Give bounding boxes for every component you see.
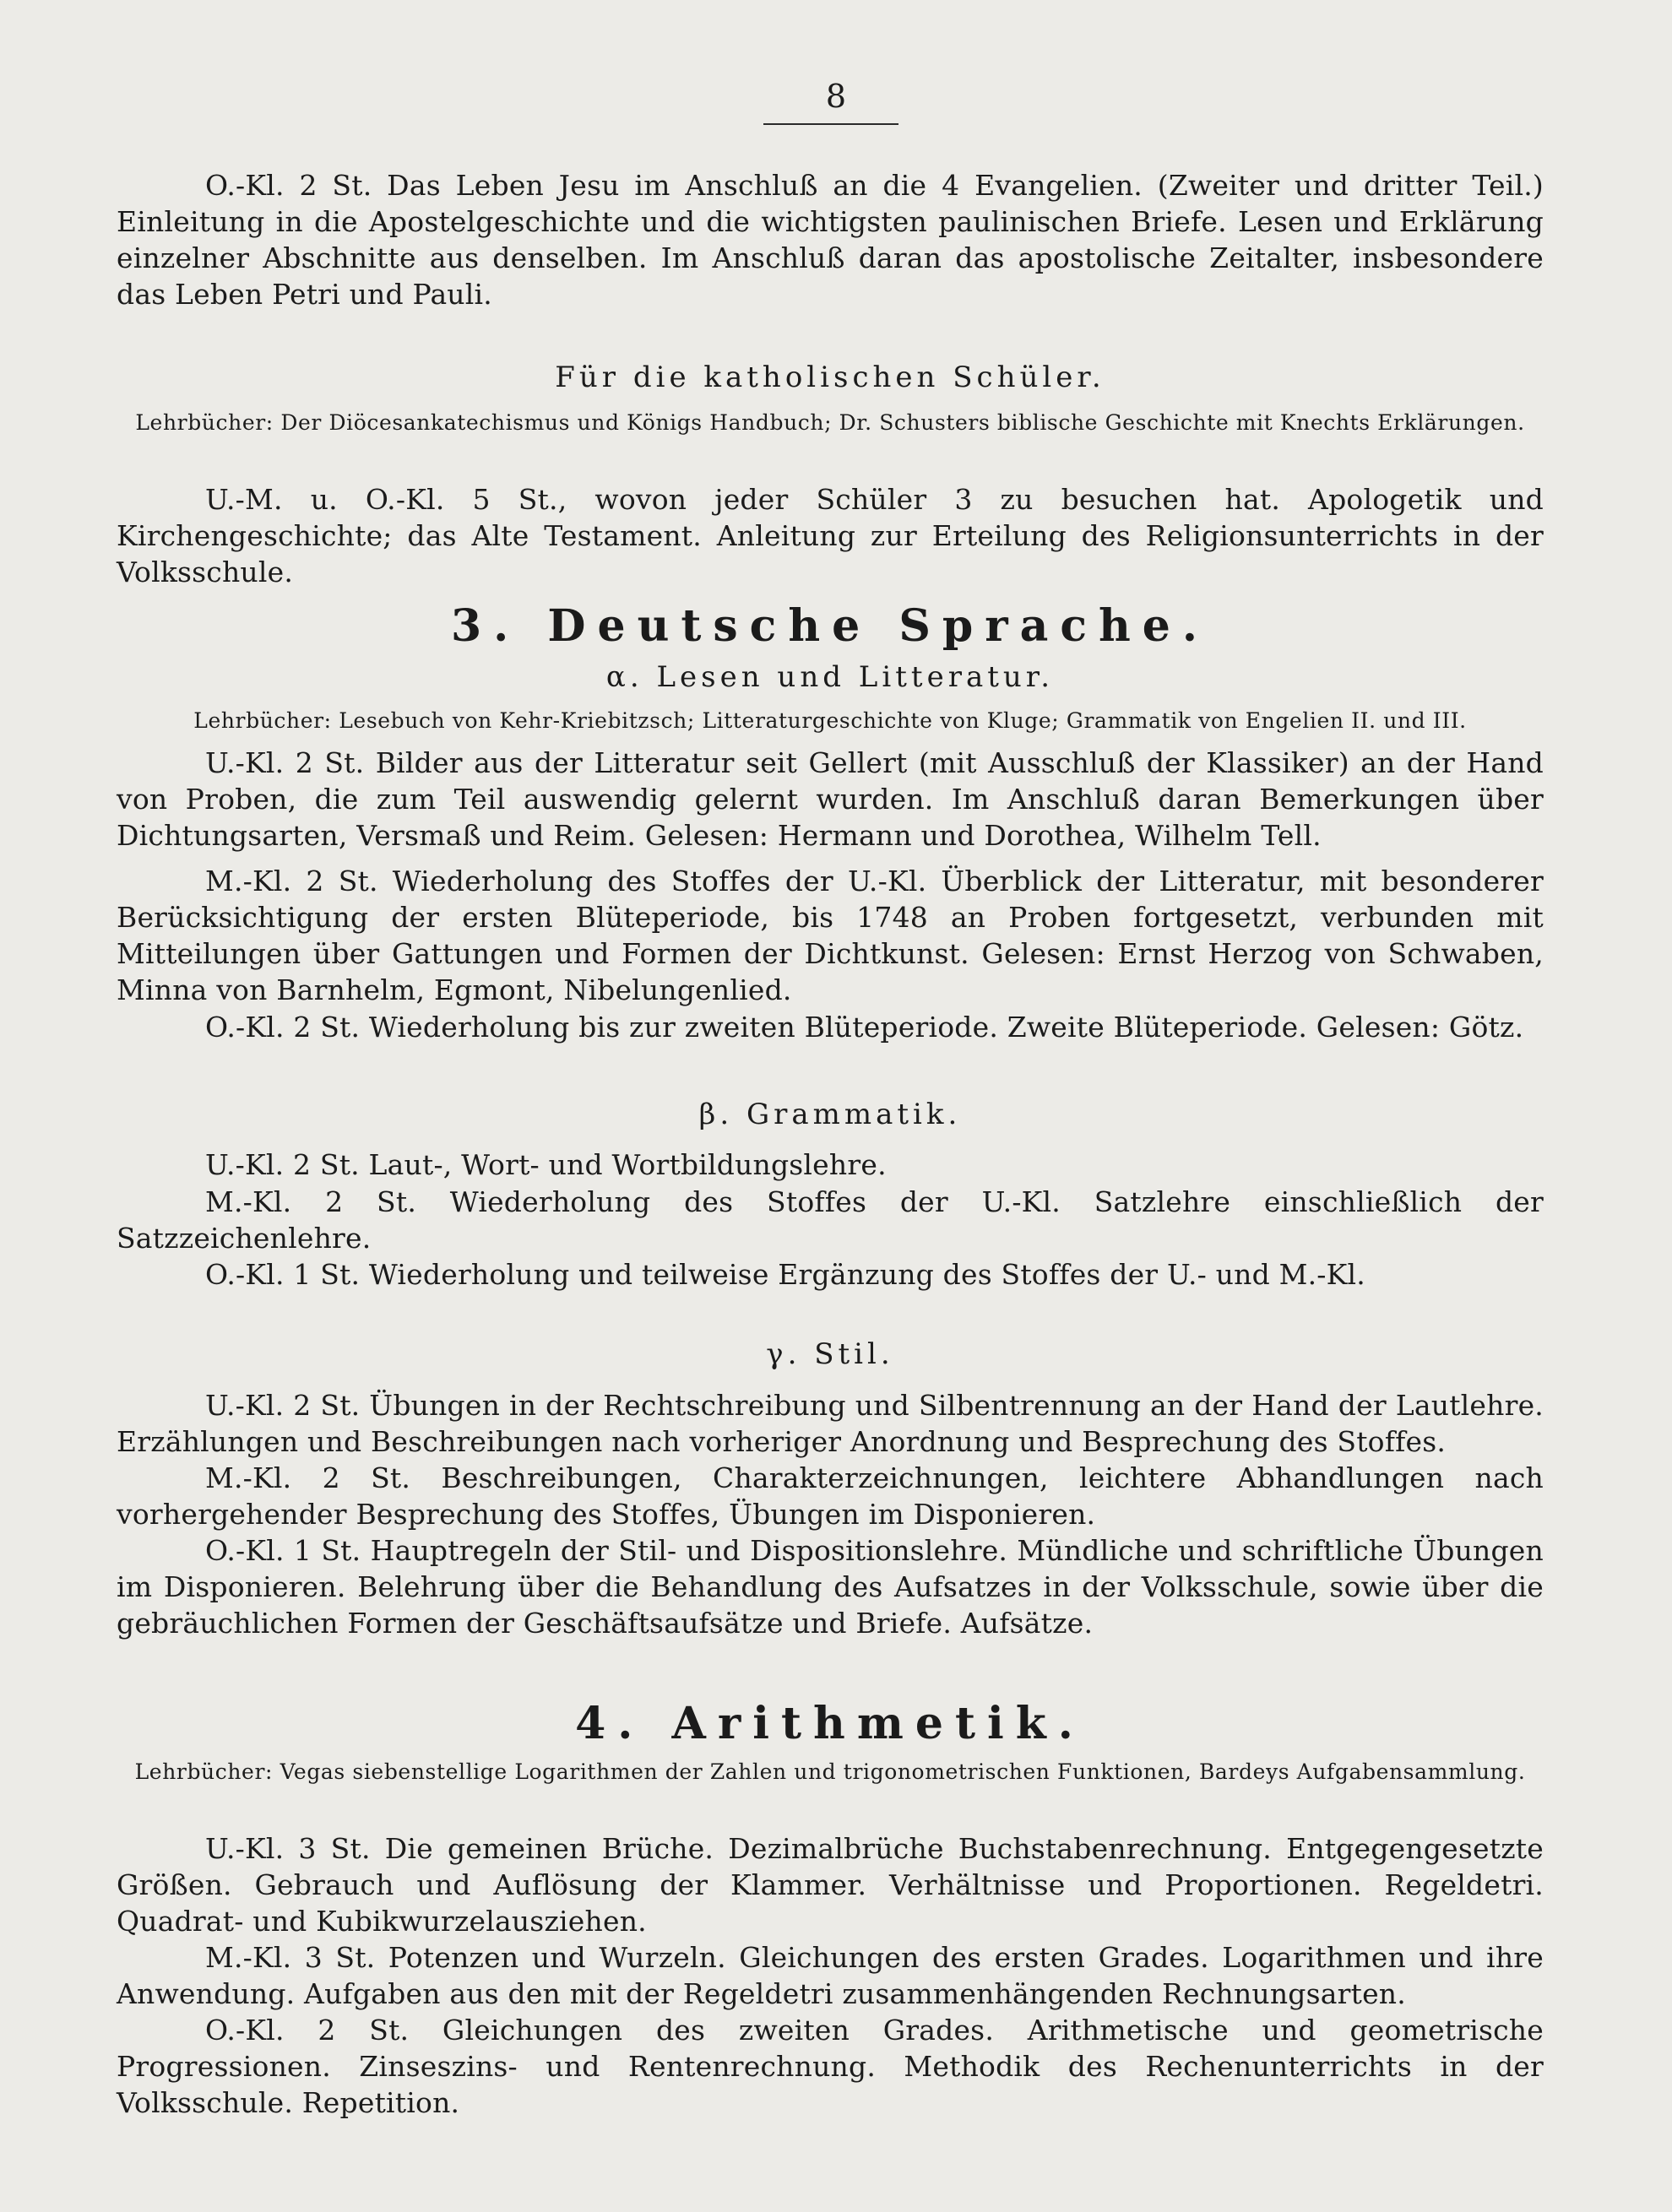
section-3a-textbooks: Lehrbücher: Lesebuch von Kehr-Kriebitzsch; Litteraturgeschichte von Kluge; Grammatik von Engelien II. und III. [193, 708, 1467, 733]
section-3a-ok-paragraph: O.-Kl. 2 St. Wiederholung bis zur zweiten Blüteperiode. Zweite Blüteperiode. Gelesen: Götz. [205, 1011, 1524, 1044]
catholic-textbooks: Lehrbücher: Der Diöcesankatechismus und Königs Handbuch; Dr. Schusters biblische Geschichte mit Knechts Erklärungen. [135, 410, 1525, 435]
section-3b-ok-paragraph: O.-Kl. 1 St. Wiederholung und teilweise Ergänzung des Stoffes der U.- und M.-Kl. [205, 1258, 1365, 1291]
catholic-heading: Für die katholischen Schüler. [555, 361, 1105, 394]
section-3b-uk-paragraph: U.-Kl. 2 St. Laut-, Wort- und Wortbildungslehre. [205, 1148, 887, 1181]
catholic-paragraph: U.-M. u. O.-Kl. 5 St., wovon jeder Schüler 3 zu besuchen hat. Apologetik und Kirchengeschichte; das Alte Testament. Anleitung zur Erteilung des Religionsunterrichts in der Volksschule. [117, 483, 1544, 588]
section-3a-heading: α. Lesen und Litteratur. [605, 660, 1055, 694]
section-3-heading: 3. Deutsche Sprache. [451, 600, 1209, 652]
section-4-heading: 4. Arithmetik. [575, 1698, 1085, 1749]
section-3a-mk-paragraph: M.-Kl. 2 St. Wiederholung des Stoffes der U.-Kl. Überblick der Litteratur, mit besonderer Berücksichtigung der ersten Blüteperiode, bis 1748 an Proben fortgesetzt, verbunden mit Mitteilungen über Gattungen und Formen der Dichtkunst. Gelesen: Ernst Herzog von Schwaben, Minna von Barnhelm, Egmont, Nibelungenlied. [117, 865, 1544, 1006]
section-4-mk-paragraph: M.-Kl. 3 St. Potenzen und Wurzeln. Gleichungen des ersten Grades. Logarithmen und ihre Anwendung. Aufgaben aus den mit der Regeldetri zusammenhängenden Rechnungsarten. [117, 1941, 1544, 2010]
section-3b-heading: β. Grammatik. [698, 1098, 962, 1131]
section-4-uk-paragraph: U.-Kl. 3 St. Die gemeinen Brüche. Dezimalbrüche Buchstabenrechnung. Entgegengesetzte Größen. Gebrauch und Auflösung der Klammer. Verhältnisse und Proportionen. Regeldetri. Quadrat- und Kubikwurzelausziehen. [117, 1832, 1544, 1938]
section-3c-ok-paragraph: O.-Kl. 1 St. Hauptregeln der Stil- und Dispositionslehre. Mündliche und schriftliche Übungen im Disponieren. Belehrung über die Behandlung des Aufsatzes in der Volksschule, sowie über die gebräuchlichen Formen der Geschäftsaufsätze und Briefe. Aufsätze. [117, 1534, 1544, 1640]
section-4-textbooks: Lehrbücher: Vegas siebenstellige Logarithmen der Zahlen und trigonometrischen Funktionen, Bardeys Aufgabensammlung. [134, 1759, 1526, 1784]
religion-ok-paragraph: O.-Kl. 2 St. Das Leben Jesu im Anschluß an die 4 Evangelien. (Zweiter und dritter Teil.) Einleitung in die Apostelgeschichte und die wichtigsten paulinischen Briefe. Lesen und Erklärung einzelner Abschnitte aus denselben. Im Anschluß daran das apostolische Zeitalter, insbesondere das Leben Petri und Pauli. [117, 169, 1544, 311]
section-3c-heading: γ. Stil. [766, 1337, 894, 1371]
section-3c-mk-paragraph: M.-Kl. 2 St. Beschreibungen, Charakterzeichnungen, leichtere Abhandlungen nach vorhergehender Besprechung des Stoffes, Übungen im Disponieren. [117, 1461, 1544, 1531]
section-3c-uk-paragraph: U.-Kl. 2 St. Übungen in der Rechtschreibung und Silbentrennung an der Hand der Lautlehre. Erzählungen und Beschreibungen nach vorheriger Anordnung und Besprechung des Stoffes. [117, 1389, 1544, 1458]
page-number-rule [763, 123, 898, 125]
section-4-ok-paragraph: O.-Kl. 2 St. Gleichungen des zweiten Grades. Arithmetische und geometrische Progressionen. Zinseszins- und Rentenrechnung. Methodik des Rechenunterrichts in der Volksschule. Repetition. [117, 2014, 1544, 2119]
page-number: 8 [825, 78, 847, 115]
section-3a-uk-paragraph: U.-Kl. 2 St. Bilder aus der Litteratur seit Gellert (mit Ausschluß der Klassiker) an der Hand von Proben, die zum Teil auswendig gelernt wurden. Im Anschluß daran Bemerkungen über Dichtungsarten, Versmaß und Reim. Gelesen: Hermann und Dorothea, Wilhelm Tell. [117, 746, 1544, 852]
section-3b-mk-paragraph: M.-Kl. 2 St. Wiederholung des Stoffes der U.-Kl. Satzlehre einschließlich der Satzzeichenlehre. [117, 1185, 1544, 1255]
